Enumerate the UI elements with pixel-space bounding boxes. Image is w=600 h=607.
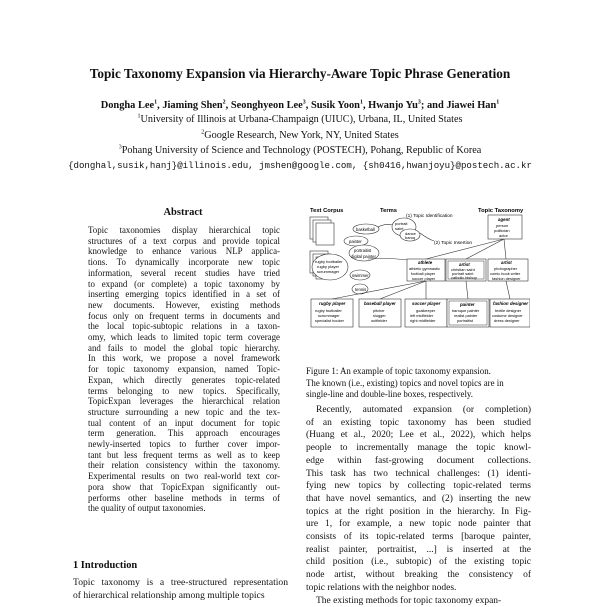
cluster-term-baroq: baroq [405,235,416,240]
author-separator: ; and [420,100,447,111]
node-artist-new-term-3: catholic bishop [451,275,477,280]
abstract-line: inserting emerging topics identified in a set of [88,289,280,300]
node-artist-new-title: artist [459,262,470,267]
cluster-term-saint: saint [395,226,404,231]
figure-caption [306,366,531,401]
body-line: realist painter, portraitist, ...] is inserted at the [306,544,531,555]
abstract-line: their relation consistency within the taxonomy. [88,460,280,471]
introduction-body [73,577,288,602]
body-line: people to incrementally manage the topic knowl- [306,443,531,454]
caption-line: single-line and double-line boxes, respectively. [306,389,474,400]
leaf-soccer-term-3: right midfielder [410,318,436,323]
leaf-soccer-term-2: left midfielder [410,313,434,318]
leaf-fashion-term-3: dress designer [494,318,520,323]
abstract-line: Topic taxonomies display hierarchical topic [88,225,280,235]
node-artist-title: artist [501,260,512,265]
author-affiliation-mark: 1 [496,99,500,106]
body-line: edge within fast-growing document collections. [306,455,531,466]
abstract-line: tions. To dynamically incorporate new topic [88,257,280,268]
node-athlete-term-1: athletic gymnastic [409,266,440,271]
abstract-line: Expan, which directly generates topic-related [88,374,280,385]
author-name: Jiawei Han [446,100,497,111]
term-swimmer: swimmer [352,273,369,278]
abstract-line: knowledge to enhance various NLP applica- [88,246,280,257]
body-line: that have novel semantics, and (2) inserting the new [306,493,531,504]
abstract-line: for topic taxonomy expansion, named Topic- [88,364,280,375]
term-rugby-player: rugby player [317,264,340,269]
leaf-baseball-term-2: slugger [373,313,386,318]
taxonomy-figure [306,203,530,353]
affiliation-2: $^2$Google Research, New York, NY, United States [201,129,399,141]
abstract-line: TopicExpan leverages the hierarchical relation [88,396,280,407]
body-line: of an existing topic taxonomy has been studied [306,417,531,428]
intro-line: of hierarchical relationship among multiple topics [73,589,265,601]
node-agent-term-1: person [496,223,509,228]
term-basketball: basketball [356,227,375,232]
author-affiliation-mark: 1 [359,99,363,106]
author-affiliation-mark: 3 [417,99,421,106]
abstract-line: tant but less frequent terms as well as to keep [88,449,280,460]
author-separator: , [157,100,163,111]
author-affiliation-mark: 3 [302,99,306,106]
fig-label-corpus: Text Corpus [310,208,344,214]
term-rugby-footballer: rugby footballer [315,259,343,264]
term-digital-painter: digital painter [351,254,376,259]
leaf-soccer-term-1: goalkeeper [416,308,436,313]
node-artist-term-3: fashion designer [492,276,521,281]
document-stack-icon [310,217,334,245]
right-column-body [306,404,531,607]
body-line: node artist, without breaking the consistency of [306,570,531,581]
intro-line: Topic taxonomy is a tree-structured representation [73,577,288,588]
step-topic-identification: (1) Topic Identification [406,214,453,219]
step-topic-insertion: (2) Topic Insertion [434,241,473,246]
abstract-line: structures of a text corpus and provide topical [88,235,280,246]
leaf-baseball-term-3: outfielder [371,318,388,323]
author-separator: , [225,100,231,111]
section-heading-introduction: 1 Introduction [73,560,138,571]
affiliation-3: $^3$Pohang University of Science and Technology (POSTECH), Pohang, Republic of Korea [118,144,482,156]
abstract-line: structure surrounding a new topic and the tex- [88,406,280,417]
body-line: topics at the right position in the hierarchy. In Fig- [306,506,531,517]
leaf-baseball-title: baseball player [364,301,396,306]
abstract-line: terms belonging to new topics. Specifically, [88,385,280,396]
leaf-rugby-title: rugby player [319,301,346,306]
body-line: (Huang et al., 2020; Lee et al., 2022), which helps [306,430,531,441]
fig-label-terms: Terms [380,208,397,214]
author-emails: {donghal,susik,hanj}@illinois.edu, jmshen@google.com, {sh0416,hwanjoyu}@postech.ac.kr [68,160,532,171]
node-artist-new-term-2: portrait saint [452,271,474,276]
abstract-heading: Abstract [163,207,203,218]
leaf-fashion-term-2: costume designer [492,313,523,318]
body-line: ure 1, for example, a new topic node painter that [306,519,531,530]
abstract-line: focus only on frequent terms in documents and [88,310,280,321]
leaf-painter-term-3: portraitist [457,318,473,323]
abstract-line: term generation. This approach encourages [88,428,280,439]
affiliation-1: $^1$University of Illinois at Urbana-Champaign (UIUC), Urbana, IL, United States [137,113,463,125]
body-line: fying new topics by collecting topic-related terms [306,481,531,492]
abstract-line: the local topic-subtopic relations in a taxon- [88,321,280,332]
author-affiliation-mark: 2 [222,99,226,106]
abstract-line: the quality of output taxonomies. [88,503,206,514]
abstract-line: Experimental results on two real-world text cor- [88,471,280,482]
leaf-rugby-term-3: specialist hooker [315,318,344,323]
author-name: Jiaming Shen [162,100,223,111]
cluster-term-portrait: portrait [395,221,408,226]
term-portraitist: portraitist [354,248,372,253]
node-artist-term-2: comic book writer [490,271,521,276]
caption-line: Figure 1: An example of topic taxonomy expansion. [306,366,491,376]
leaf-rugby-term-1: rugby footballer [315,308,342,313]
body-line: The existing methods for topic taxonomy expan- [316,595,502,606]
node-agent-term-3: actor [499,233,508,238]
author-name: Seonghyeon Lee [230,100,303,111]
abstract-line: information, several recent studies have tried [88,267,280,278]
node-agent-term-2: politician [494,228,510,233]
node-artist-new-term-1: christian saint [451,267,475,272]
leaf-baseball-term-1: pitcher [373,308,385,313]
node-artist-term-1: photographer [494,266,518,271]
term-painter: painter [349,239,362,244]
abstract-line: pora show that TopicExpan significantly out- [88,481,280,492]
leaf-fashion-title: fashion designer [493,301,529,306]
node-athlete-title: athlete [418,260,433,265]
abstract-line: and fails to model the global topic hierarchy. [88,342,280,353]
leaf-painter-term-1: baroque painter [452,308,480,313]
leaf-rugby-term-2: scrummager [318,313,340,318]
leaf-painter-term-2: realist painter [454,313,478,318]
abstract-line: newly-inserted topics to further cover impor- [88,439,280,450]
node-agent-title: agent [498,217,510,222]
term-scrummager: scrummager [317,269,340,274]
author-name: Susik Yoon [310,100,360,111]
body-line: Recently, automated expansion (or completion) [316,405,531,415]
body-line: child position (i.e., subtopic) of the existing topic [306,557,531,568]
author-separator: , [362,100,369,111]
abstract-body [88,225,280,514]
author-name: Hwanjo Yu [368,100,418,111]
caption-line: The known (i.e., existing) topics and novel topics are in [306,377,504,388]
abstract-line: new documents. However, existing methods [88,299,280,310]
leaf-fashion-term-1: textile designer [495,308,522,313]
abstract-line: In this work, we propose a novel framework [88,353,280,364]
term-tennis: tennis [355,287,367,292]
author-affiliation-mark: 1 [154,99,158,106]
body-line: consists of its topic-related terms [baroque painter, [306,532,531,543]
cluster-term-dance: dance [405,231,416,236]
abstract-line: omy, which leads to limited topic term coverage [88,332,280,343]
body-line: topic relations with the neighbor nodes. [306,582,457,593]
abstract-line: performs other baseline methods in terms of [88,492,280,503]
abstract-line: tual content of an input document for topic [88,417,280,428]
author-name: Dongha Lee [100,100,155,111]
author-list [0,100,600,111]
body-line: This task has two technical challenges: (1) identi- [306,468,531,479]
node-athlete-term-2: football player [411,271,436,276]
leaf-painter-title: painter [460,302,475,307]
author-separator: , [305,100,311,111]
abstract-line: to expand (or complete) a topic taxonomy by [88,278,280,289]
node-athlete-term-3: soccer player [412,276,436,281]
paper-title: Topic Taxonomy Expansion via Hierarchy-Aware Topic Phrase Generation [89,66,511,81]
leaf-soccer-title: soccer player [412,301,441,306]
fig-label-taxonomy: Topic Taxonomy [478,208,524,214]
